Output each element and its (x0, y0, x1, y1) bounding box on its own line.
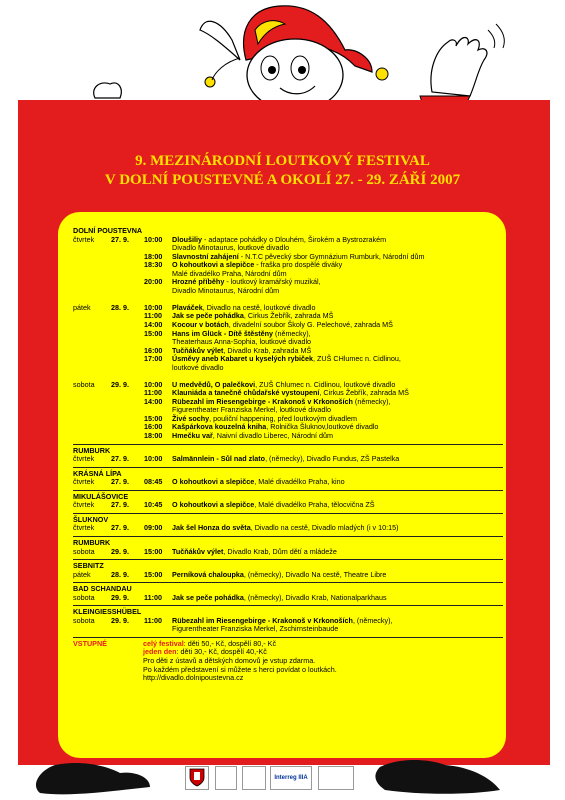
event-date (111, 330, 144, 339)
event-date (111, 287, 144, 296)
partner-logo-2 (215, 766, 237, 790)
event-time: 10:00 (144, 454, 163, 464)
event-time: 11:00 (144, 311, 162, 321)
event-day (73, 261, 111, 270)
event-day (73, 270, 111, 279)
event-row (73, 548, 503, 557)
event-day (73, 398, 111, 407)
program-list (73, 227, 503, 683)
event-desc: - adaptace pohádky o Dlouhém, Širokém a Bystrozrakém (201, 234, 387, 244)
location-heading: RUMBURK (73, 445, 111, 455)
event-time (144, 287, 172, 296)
admission-note1: Pro děti z ústavů a dětských domovů je vstup zdarma. (143, 655, 316, 665)
event-time: 14:00 (144, 396, 163, 406)
event-date (111, 389, 144, 398)
event-day: čtvrtek (73, 477, 95, 487)
event-row (73, 432, 503, 441)
event-name: Živé sochy (172, 413, 210, 423)
event-date: 29. 9. (111, 379, 129, 389)
festival-title (0, 152, 565, 190)
event-time: 08:45 (144, 477, 163, 487)
event-row (73, 571, 503, 580)
event-time: 10:00 (144, 379, 163, 389)
event-row (73, 355, 503, 364)
event-time: 16:00 (144, 345, 163, 355)
event-day (73, 330, 111, 339)
event-desc: , Divadlo na cestě, loutkové divadlo (202, 302, 316, 312)
event-date: 27. 9. (111, 454, 129, 464)
event-name: Dloušiliy (172, 234, 202, 244)
event-desc: , (německy), Divadlo Krab, Nationalparkhaus (243, 592, 387, 602)
event-date: 29. 9. (111, 592, 129, 602)
event-desc: , divadelní soubor Školy G. Pelechové, zahrada MŠ (228, 319, 393, 329)
event-desc: , ZUŠ Chlumec n. Cidlinou, loutkové divadlo (255, 379, 396, 389)
event-time: 18:00 (144, 251, 163, 261)
event-date (111, 364, 144, 373)
event-name: Rübezahl im Riesengebirge - Krakonoš v Krkonoších (172, 615, 353, 625)
location-heading: RUMBURK (73, 537, 111, 547)
event-row (73, 524, 503, 533)
event-day: sobota (73, 379, 95, 389)
event-text (172, 524, 503, 533)
event-name: Hrozné příběhy (172, 277, 225, 287)
event-date: 27. 9. (111, 523, 129, 533)
event-row (73, 364, 503, 373)
event-name: U medvědů, O palečkovi (172, 379, 256, 389)
event-date (111, 261, 144, 270)
admission-row (73, 640, 503, 649)
event-name: Úsměvy aneb Kabaret u kyselých rybiček (172, 354, 314, 364)
event-date (111, 415, 144, 424)
event-name: Plaváček (172, 302, 203, 312)
event-date (111, 347, 144, 356)
event-text (172, 287, 503, 296)
section-divider (73, 634, 503, 638)
event-date: 29. 9. (111, 615, 129, 625)
section-divider (73, 487, 503, 491)
event-name: O kohoutkovi a slepičce (172, 500, 255, 510)
event-row (73, 287, 503, 296)
event-date (111, 312, 144, 321)
partner-logo-3 (242, 766, 266, 790)
section-divider (73, 464, 503, 468)
event-time: 09:00 (144, 523, 163, 533)
event-name: Slavnostní zahájení (172, 251, 239, 261)
event-name: Kocour v botách (172, 319, 229, 329)
event-text (172, 455, 503, 464)
event-name: Rübezahl im Riesengebirge - Krakonoš v Krkonoších (172, 396, 353, 406)
event-day (73, 312, 111, 321)
event-date (111, 338, 144, 347)
event-date: 27. 9. (111, 234, 129, 244)
event-desc: Figurentheater Franziska Merkel, Zschirnsteinbaude (172, 624, 339, 634)
event-name: Salmännlein - Sůl nad zlato (172, 454, 266, 464)
event-time: 10:00 (144, 302, 163, 312)
event-time: 15:00 (144, 413, 163, 423)
event-desc: Divadlo Minotaurus, Národní dům (172, 285, 280, 295)
event-name: Perníková chaloupka (172, 569, 244, 579)
event-time: 20:00 (144, 277, 163, 287)
event-time: 15:00 (144, 328, 163, 338)
section-divider (73, 579, 503, 583)
event-day: sobota (73, 615, 95, 625)
event-desc: - fraška pro dospělé diváky (254, 260, 343, 270)
event-date (111, 432, 144, 441)
day-pass-label: jeden den (143, 647, 177, 657)
event-date (111, 270, 144, 279)
event-desc: Malé divadélko Praha, Národní dům (172, 268, 287, 278)
day-pass-price: : děti 30,- Kč, dospělí 40,-Kč (176, 647, 267, 657)
event-day (73, 625, 111, 634)
event-date (111, 278, 144, 287)
event-desc: , Rolnička Šluknov,loutkové divadlo (266, 422, 379, 432)
event-desc: , Naivní divadlo Liberec, Národní dům (212, 431, 334, 441)
event-name: Tučňákův výlet (172, 345, 224, 355)
event-date: 27. 9. (111, 500, 129, 510)
event-text (172, 548, 503, 557)
event-day (73, 278, 111, 287)
event-desc: - N.T.C pěvecký sbor Gymnázium Rumburk, Národní dům (238, 251, 425, 261)
event-day (73, 347, 111, 356)
section-divider (73, 510, 503, 514)
event-day (73, 355, 111, 364)
admission-label: VSTUPNÉ (73, 638, 107, 648)
event-text (172, 478, 503, 487)
event-desc: , (německy), Divadlo Na cestě, Theatre Libre (243, 569, 387, 579)
event-desc: Divadlo Minotaurus, loutkové divadlo (172, 243, 290, 253)
event-name: Jak šel Honza do světa (172, 523, 251, 533)
event-text (172, 501, 503, 510)
event-desc: , Divadlo Krab, zahrada MŠ (223, 345, 312, 355)
jester-illustration (0, 0, 565, 110)
partner-logo-5 (318, 766, 354, 790)
event-time (144, 625, 172, 634)
event-desc: , (německy), Divadlo Fundus, ZŠ Pastelka (265, 454, 400, 464)
event-desc: Theaterhaus Anna-Sophia, loutkové divadlo (172, 337, 312, 347)
location-heading: DOLNÍ POUSTEVNA (73, 226, 143, 235)
admission-spacer (73, 674, 143, 683)
event-time: 18:30 (144, 260, 163, 270)
event-time: 10:00 (144, 234, 163, 244)
event-text (172, 625, 503, 634)
event-day (73, 364, 111, 373)
event-text (172, 432, 503, 441)
event-name: Hmečku vař (172, 431, 213, 441)
event-name: Hans im Glück - Dítě štěstěny (172, 328, 274, 338)
festival-pass-price: : děti 50,- Kč, dospělí 80,- Kč (183, 638, 277, 648)
event-time: 11:00 (144, 615, 162, 625)
event-desc: , Divadlo Krab, Dům dětí a mládeže (223, 546, 337, 556)
event-row (73, 455, 503, 464)
event-day: čtvrtek (73, 523, 95, 533)
event-row (73, 261, 503, 270)
admission-note2: Po každém představení si můžete s herci povídat o loutkách. (143, 664, 337, 674)
event-date (111, 423, 144, 432)
event-day: čtvrtek (73, 454, 95, 464)
admission-row (73, 666, 503, 675)
event-time: 10:45 (144, 500, 163, 510)
event-day: pátek (73, 302, 91, 312)
event-date: 28. 9. (111, 569, 129, 579)
event-day (73, 423, 111, 432)
event-day (73, 287, 111, 296)
event-desc: - loutkový kramářský muzikál, (224, 277, 321, 287)
event-text (172, 364, 503, 373)
event-desc: loutkové divadlo (172, 362, 224, 372)
admission-spacer (73, 666, 143, 675)
admission-url: http://divadlo.dolnipoustevna.cz (143, 673, 244, 683)
event-day: sobota (73, 592, 95, 602)
event-date (111, 253, 144, 262)
event-time: 11:00 (144, 388, 162, 398)
event-day (73, 338, 111, 347)
event-day: čtvrtek (73, 500, 95, 510)
event-row (73, 625, 503, 634)
event-desc: , Malé divadélko Praha, kino (254, 477, 345, 487)
event-date (111, 625, 144, 634)
event-date: 28. 9. (111, 302, 129, 312)
title-line2: V DOLNÍ POUSTEVNÉ A OKOLÍ 27. - 29. ZÁŘÍ 2007 (104, 172, 461, 188)
location-heading: ŠLUKNOV (73, 514, 109, 524)
event-day (73, 415, 111, 424)
festival-pass-label: celý festival (143, 638, 184, 648)
event-day (73, 244, 111, 253)
event-desc: , (německy), (352, 615, 393, 625)
event-row (73, 278, 503, 287)
event-day (73, 432, 111, 441)
event-row (73, 478, 503, 487)
event-desc: , pouliční happening, před loutkovým divadlem (209, 413, 357, 423)
event-date (111, 398, 144, 407)
interreg-logo: Interreg IIIA (270, 766, 312, 790)
title-line1: 9. MEZINÁRODNÍ LOUTKOVÝ FESTIVAL (135, 153, 430, 169)
event-date (111, 321, 144, 330)
admission-row (73, 674, 503, 683)
event-row (73, 501, 503, 510)
location-heading: MIKULÁŠOVICE (73, 491, 129, 501)
admission-spacer (73, 657, 143, 666)
event-name: Kašpárkova kouzelná kniha (172, 422, 267, 432)
event-date (111, 406, 144, 415)
event-text (172, 571, 503, 580)
event-date: 27. 9. (111, 477, 129, 487)
event-time: 15:00 (144, 546, 163, 556)
event-time: 16:00 (144, 422, 163, 432)
event-name: O kohoutkovi a slepičce (172, 260, 255, 270)
event-day: pátek (73, 569, 91, 579)
event-day (73, 253, 111, 262)
event-desc: , Cirkus Žebřík, zahrada MŠ (319, 388, 409, 398)
municipal-crest-logo (185, 766, 209, 790)
location-heading: SEBNITZ (73, 561, 104, 571)
event-desc: , Malé divadélko Praha, tělocvična ZŠ (254, 500, 375, 510)
event-day (73, 406, 111, 415)
event-name: Jak se peče pohádka (172, 592, 244, 602)
event-name: Klauniáda a tanečně chůdařské vystoupení (172, 388, 320, 398)
event-day (73, 321, 111, 330)
event-date (111, 244, 144, 253)
event-time: 18:00 (144, 431, 163, 441)
section-divider (73, 441, 503, 445)
event-desc: (německy), (273, 328, 311, 338)
event-day: sobota (73, 546, 95, 556)
location-heading: KLEINGIESSHÜBEL (73, 607, 142, 617)
event-name: Tučňákův výlet (172, 546, 224, 556)
section-divider (73, 533, 503, 537)
event-time: 17:00 (144, 354, 163, 364)
event-desc: (německy), (352, 396, 391, 406)
location-heading: BAD SCHANDAU (73, 584, 132, 594)
event-day (73, 389, 111, 398)
section-divider (73, 602, 503, 606)
event-date: 29. 9. (111, 546, 129, 556)
event-date (111, 355, 144, 364)
event-time: 15:00 (144, 569, 163, 579)
event-row (73, 594, 503, 603)
event-day: čtvrtek (73, 234, 95, 244)
location-heading: KRÁSNÁ LÍPA (73, 468, 122, 478)
event-desc: , Cirkus Žebřík, zahrada MŠ (243, 311, 334, 321)
event-desc: , Divadlo na cestě, Divadlo mladých (i v 10:15) (250, 523, 399, 533)
event-text (172, 594, 503, 603)
event-name: Jak se peče pohádka (172, 311, 244, 321)
event-desc: , ZUŠ CHlumec n. Cidlinou, (313, 354, 401, 364)
event-time (144, 364, 172, 373)
event-time: 14:00 (144, 319, 163, 329)
section-divider (73, 556, 503, 560)
event-desc: Figurentheater Franziska Merkel, loutkové divadlo (172, 405, 331, 415)
admission-spacer (73, 648, 143, 657)
event-name: O kohoutkovi a slepičce (172, 477, 255, 487)
event-time: 11:00 (144, 592, 162, 602)
